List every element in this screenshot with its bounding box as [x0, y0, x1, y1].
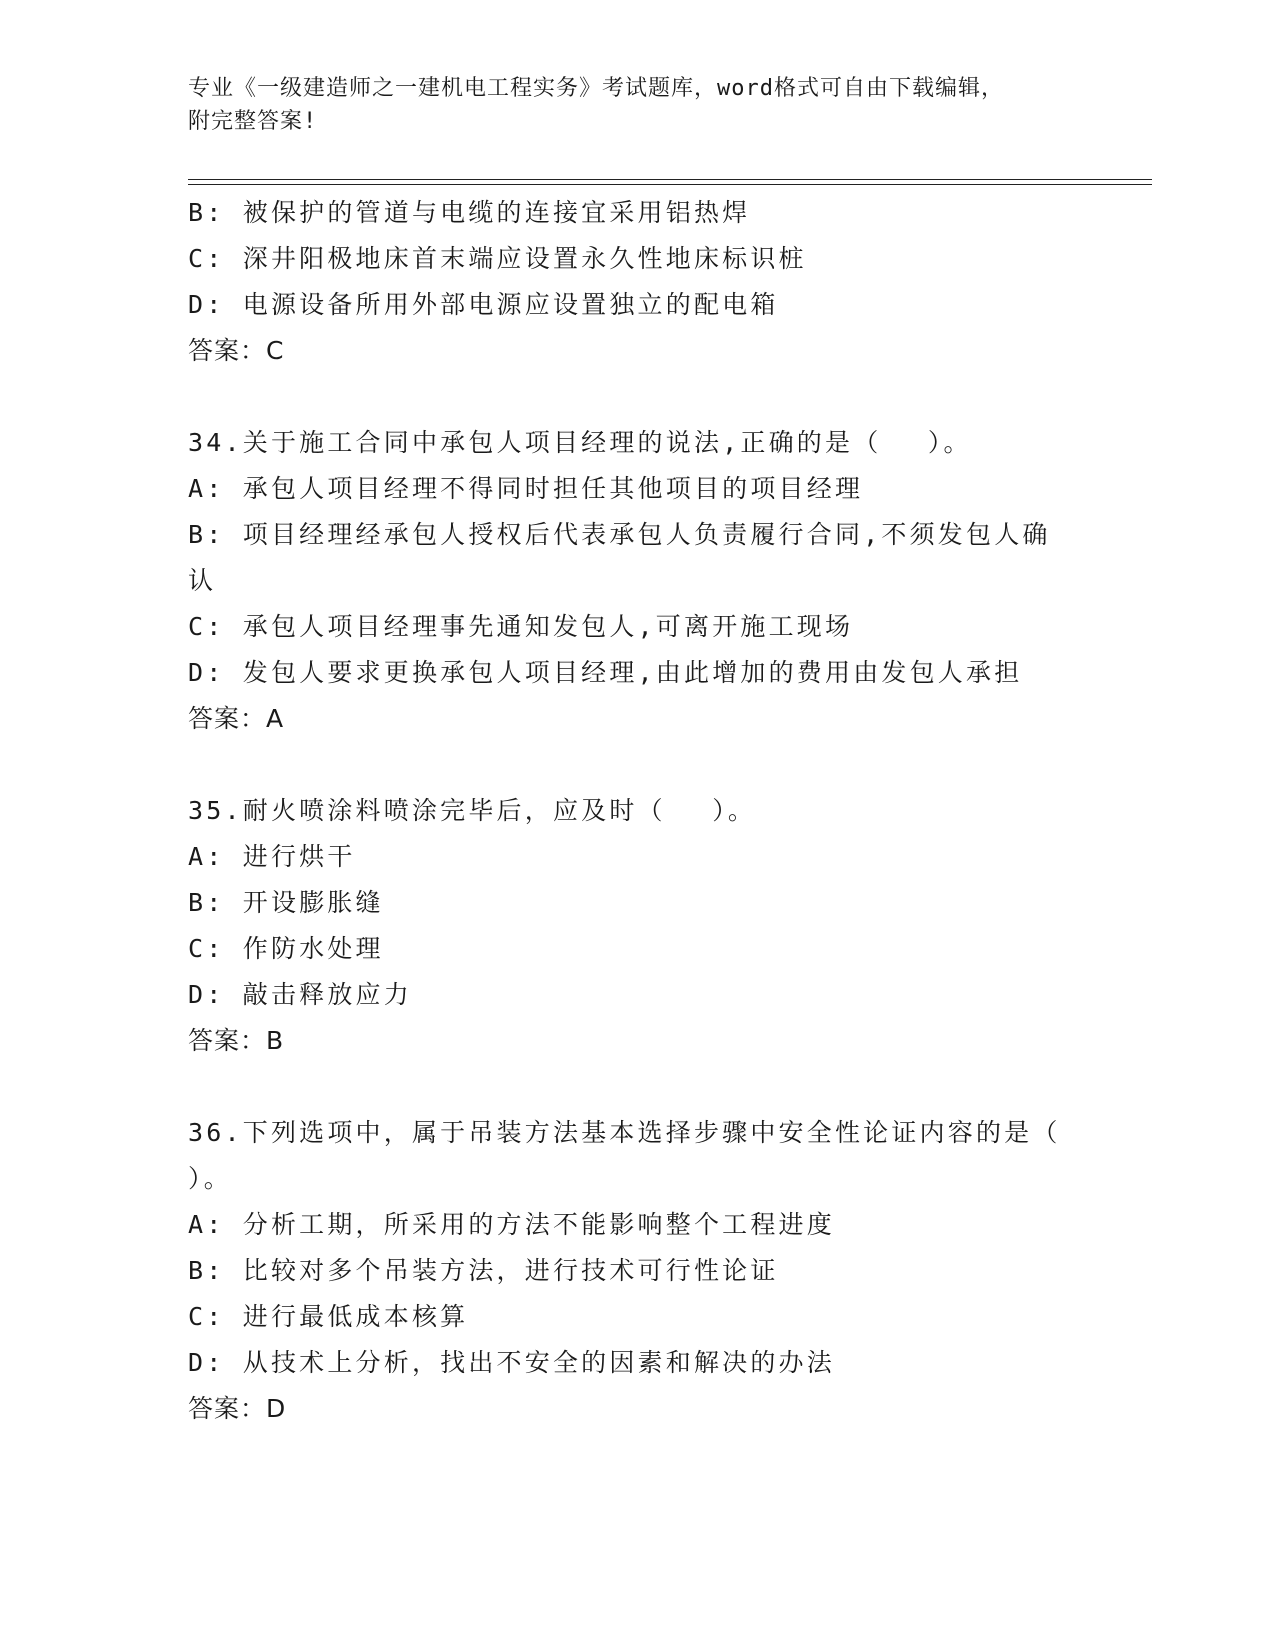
- q36-option-c: C: 进行最低成本核算: [188, 1302, 469, 1331]
- q35-option-a: A: 进行烘干: [188, 842, 356, 871]
- q34-option-b-continued: 认: [188, 566, 217, 595]
- q35-question: 35.耐火喷涂料喷涂完毕后，应及时（ ）。: [188, 796, 757, 825]
- document-header: [188, 72, 1068, 138]
- q34-option-d: D: 发包人要求更换承包人项目经理,由此增加的费用由发包人承担: [188, 658, 1023, 687]
- q35-option-d: D: 敲击释放应力: [188, 980, 412, 1009]
- question-35-block: [188, 788, 1088, 1064]
- spacer: [188, 1064, 1088, 1110]
- q36-option-d: D: 从技术上分析，找出不安全的因素和解决的办法: [188, 1348, 835, 1377]
- q33-option-b: B: 被保护的管道与电缆的连接宜采用铝热焊: [188, 198, 751, 227]
- q36-option-a: A: 分析工期，所采用的方法不能影响整个工程进度: [188, 1210, 835, 1239]
- q33-option-d: D: 电源设备所用外部电源应设置独立的配电箱: [188, 290, 779, 319]
- q34-question: 34.关于施工合同中承包人项目经理的说法,正确的是（ ）。: [188, 428, 972, 457]
- q35-answer: 答案：B: [188, 1026, 285, 1055]
- q34-option-c: C: 承包人项目经理事先通知发包人,可离开施工现场: [188, 612, 854, 641]
- q34-option-b: B: 项目经理经承包人授权后代表承包人负责履行合同,不须发包人确: [188, 520, 1051, 549]
- spacer: [188, 374, 1088, 420]
- q33-answer: 答案：C: [188, 336, 285, 365]
- q33-option-c: C: 深井阳极地床首末端应设置永久性地床标识桩: [188, 244, 807, 273]
- header-line-1: 专业《一级建造师之一建机电工程实务》考试题库，word格式可自由下载编辑，: [188, 76, 1004, 101]
- q35-option-b: B: 开设膨胀缝: [188, 888, 384, 917]
- q34-option-a: A: 承包人项目经理不得同时担任其他项目的项目经理: [188, 474, 864, 503]
- document-body: [188, 190, 1088, 1432]
- q36-question: 36.下列选项中，属于吊装方法基本选择步骤中安全性论证内容的是（: [188, 1118, 1061, 1147]
- q35-option-c: C: 作防水处理: [188, 934, 384, 963]
- q36-answer: 答案：D: [188, 1394, 287, 1423]
- header-line-2: 附完整答案!: [188, 109, 318, 134]
- question-34-block: [188, 420, 1088, 742]
- q34-answer: 答案：A: [188, 704, 285, 733]
- header-rule-top: [188, 179, 1152, 180]
- question-33-block: [188, 190, 1088, 374]
- q36-option-b: B: 比较对多个吊装方法，进行技术可行性论证: [188, 1256, 779, 1285]
- question-36-block: [188, 1110, 1088, 1432]
- q36-question-continued: ）。: [188, 1164, 232, 1193]
- header-rule-bottom: [188, 184, 1152, 185]
- spacer: [188, 742, 1088, 788]
